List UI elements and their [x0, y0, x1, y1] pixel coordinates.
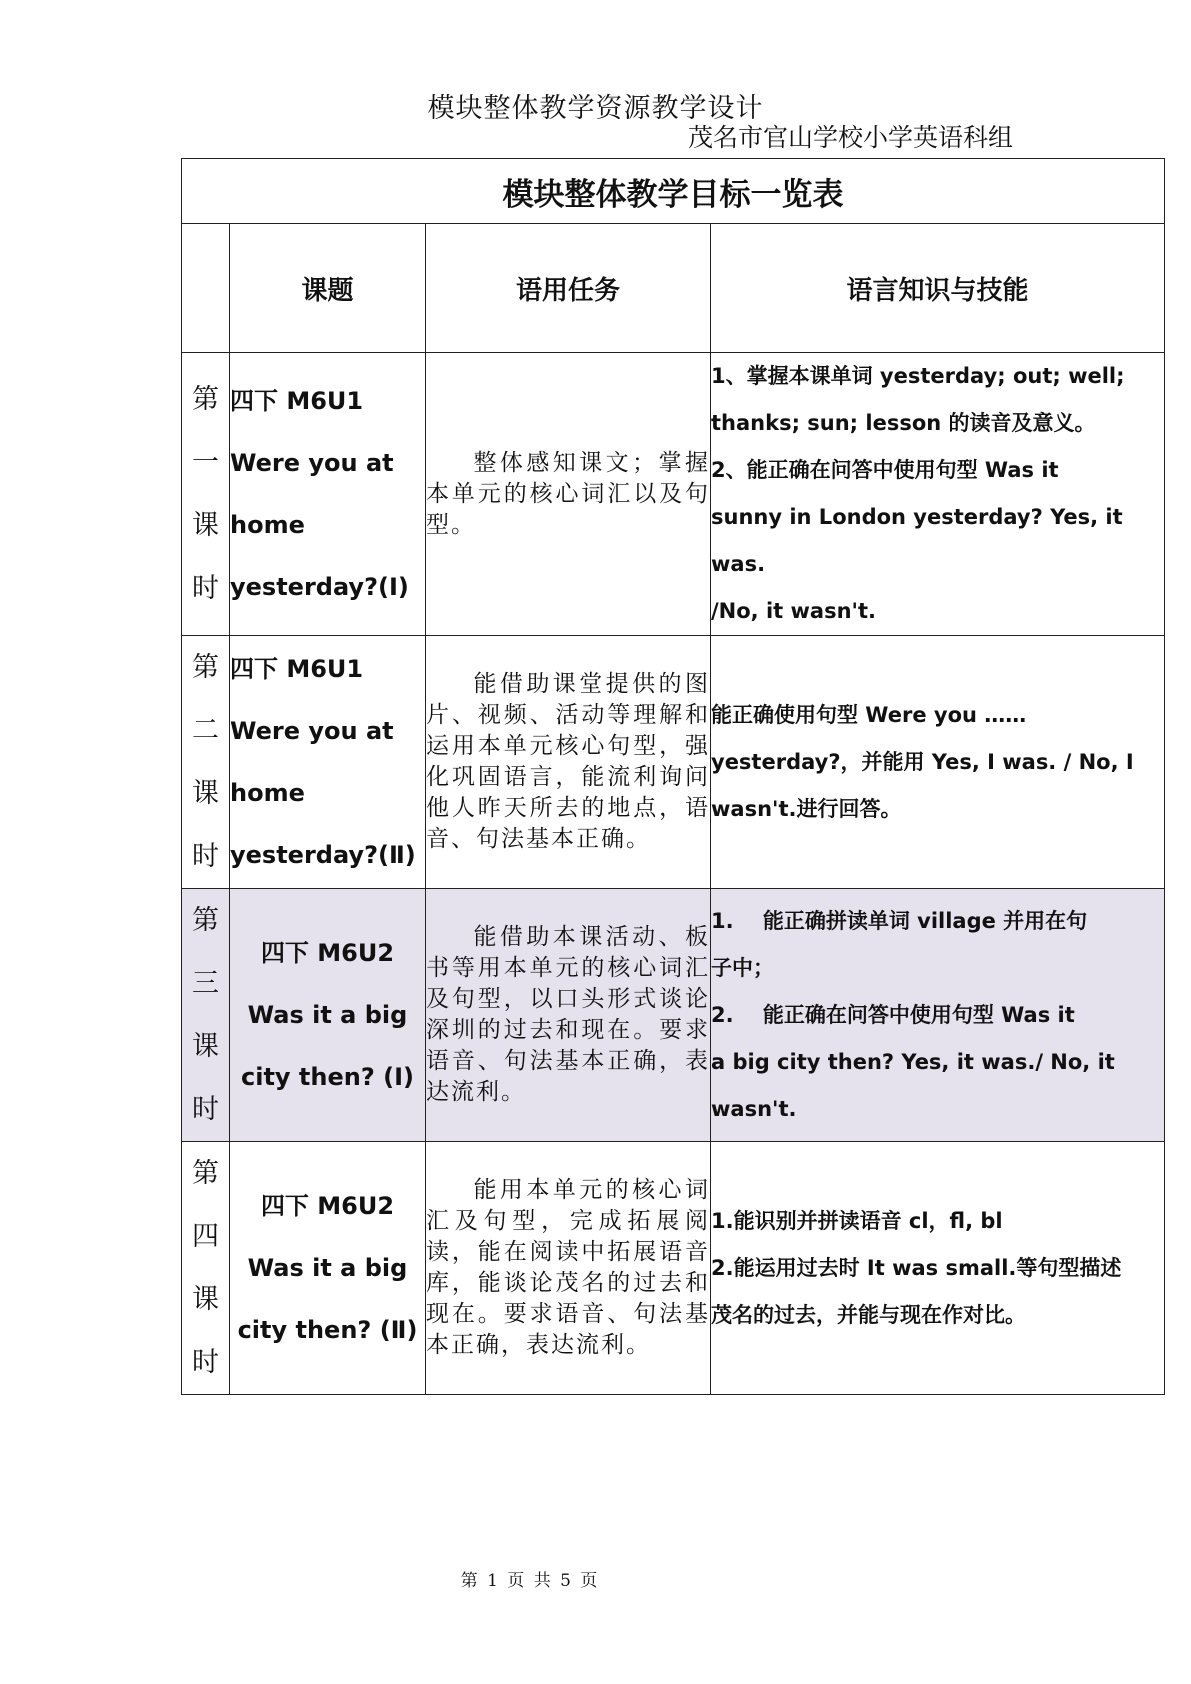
- header-skills: 语言知识与技能: [711, 224, 1165, 353]
- document-title: 模块整体教学资源教学设计: [427, 93, 764, 124]
- skills-cell: 能正确使用句型 Were you …… yesterday?，并能用 Yes, I was. / No, I wasn't.进行回答。: [711, 636, 1165, 889]
- period-cell: 第 一 课 时: [182, 353, 230, 636]
- topic-cell: 四下 M6U2 Was it a big city then? (Ⅱ): [230, 1142, 426, 1395]
- period-cell: 第 三 课 时: [182, 889, 230, 1142]
- page-number: 第 1 页 共 5 页: [460, 1571, 600, 1591]
- task-cell: 能借助课堂提供的图片、视频、活动等理解和运用本单元核心句型，强化巩固语言，能流利询问他人昨天所去的地点，语音、句法基本正确。: [426, 636, 711, 889]
- organization-name: 茂名市官山学校小学英语科组: [687, 123, 1013, 152]
- topic-cell: 四下 M6U1 Were you at home yesterday?(Ⅱ): [230, 636, 426, 889]
- header-task: 语用任务: [426, 224, 711, 353]
- skills-cell: 1. 能正确拼读单词 village 并用在句 子中； 2. 能正确在问答中使用句型 Was it a big city then? Yes, it was./ No, it wasn't.: [711, 889, 1165, 1142]
- goals-table: [181, 158, 1165, 1395]
- header-topic: 课题: [230, 224, 426, 353]
- topic-cell: 四下 M6U2 Was it a big city then? (Ⅰ): [230, 889, 426, 1142]
- table-caption: 模块整体教学目标一览表: [182, 159, 1165, 224]
- topic-cell: 四下 M6U1 Were you at home yesterday?(Ⅰ): [230, 353, 426, 636]
- period-cell: 第 四 课 时: [182, 1142, 230, 1395]
- task-cell: 整体感知课文；掌握本单元的核心词汇以及句型。: [426, 353, 711, 636]
- task-cell: 能借助本课活动、板书等用本单元的核心词汇及句型，以口头形式谈论深圳的过去和现在。要求语音、句法基本正确，表达流利。: [426, 889, 711, 1142]
- skills-cell: 1.能识别并拼读语音 cl，fl, bl 2.能运用过去时 It was small.等句型描述 茂名的过去，并能与现在作对比。: [711, 1142, 1165, 1395]
- table-row: [182, 1142, 1165, 1395]
- table-row: [182, 353, 1165, 636]
- table-row: [182, 889, 1165, 1142]
- period-cell: 第 二 课 时: [182, 636, 230, 889]
- table-row: [182, 636, 1165, 889]
- header-period: [182, 224, 230, 353]
- skills-cell: 1、掌握本课单词 yesterday; out; well; thanks; sun; lesson 的读音及意义。 2、能正确在问答中使用句型 Was it sunny in London yesterday? Yes, it was. /No, it wasn't.: [711, 353, 1165, 636]
- table-header-row: [182, 224, 1165, 353]
- task-cell: 能用本单元的核心词汇及句型，完成拓展阅读，能在阅读中拓展语音库，能谈论茂名的过去和现在。要求语音、句法基本正确，表达流利。: [426, 1142, 711, 1395]
